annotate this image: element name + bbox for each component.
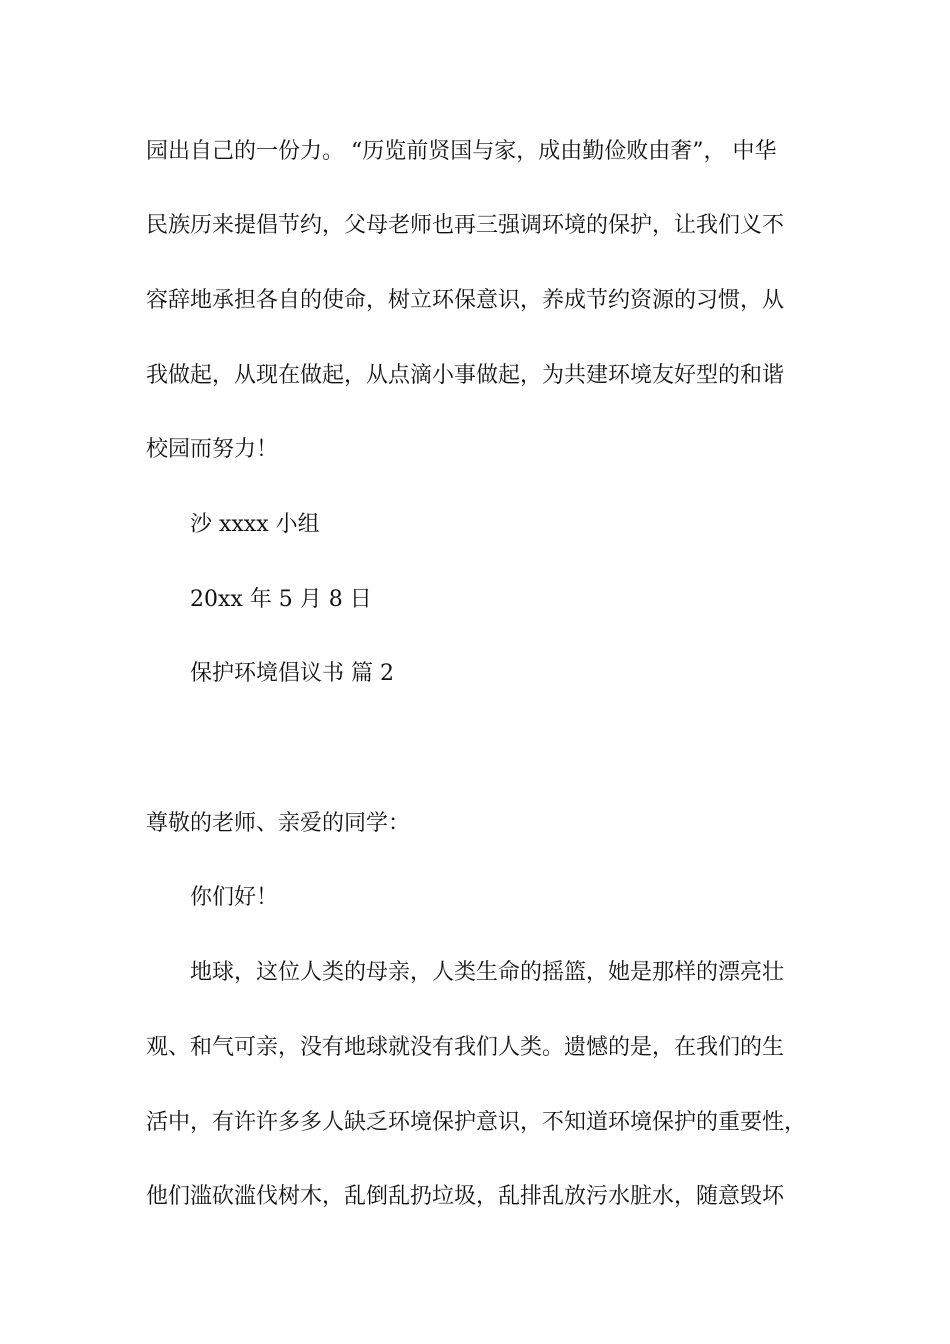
paragraph-line: 民族历来提倡节约，父母老师也再三强调环境的保护，让我们义不 bbox=[146, 213, 785, 238]
paragraph-line: 园出自己的一份力。 “历览前贤国与家，成由勤俭败由奢”， 中华 bbox=[146, 139, 777, 164]
paragraph-line: 地球，这位人类的母亲，人类生命的摇篮，她是那样的漂亮壮 bbox=[190, 960, 785, 985]
paragraph-line: 我做起，从现在做起，从点滴小事做起，为共建环境友好型的和谐 bbox=[146, 363, 785, 388]
paragraph-line: 容辞地承担各自的使命，树立环保意识，养成节约资源的习惯，从 bbox=[146, 288, 785, 313]
paragraph-line: 校园而努力！ bbox=[146, 437, 279, 462]
paragraph-line: 活中，有许许多多人缺乏环境保护意识，不知道环境保护的重要性， bbox=[146, 1110, 807, 1135]
paragraph-line: 观、和气可亲，没有地球就没有我们人类。遗憾的是，在我们的生 bbox=[146, 1035, 785, 1060]
paragraph-line: 他们滥砍滥伐树木，乱倒乱扔垃圾，乱排乱放污水脏水，随意毁坏 bbox=[146, 1184, 785, 1209]
salutation: 尊敬的老师、亲爱的同学： bbox=[146, 811, 411, 836]
signature-group: 沙 xxxx 小组 bbox=[190, 512, 320, 537]
signature-date: 20xx 年 5 月 8 日 bbox=[190, 587, 372, 612]
greeting: 你们好！ bbox=[190, 885, 279, 910]
section-title: 保护环境倡议书 篇 2 bbox=[190, 661, 394, 686]
